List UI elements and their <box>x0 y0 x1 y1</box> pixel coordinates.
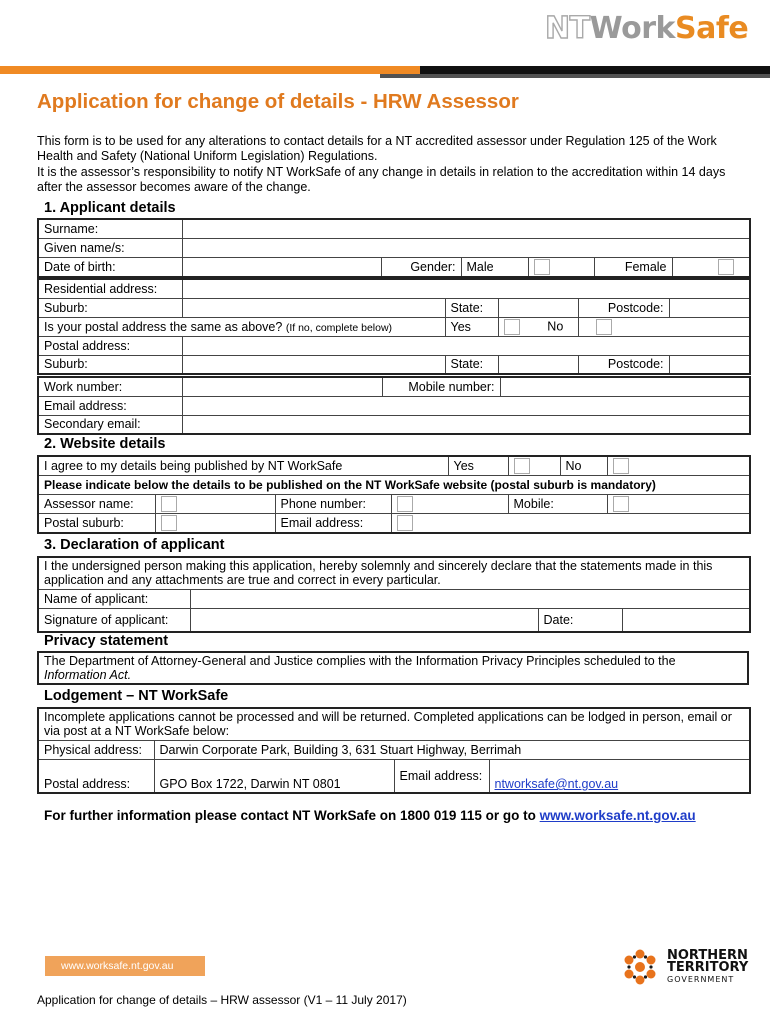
date-field[interactable] <box>622 608 750 632</box>
header-bar-shadow <box>0 74 770 78</box>
email-field[interactable] <box>182 396 750 415</box>
residential-address-field[interactable] <box>182 279 750 298</box>
postal-same-no-cell[interactable] <box>578 317 750 336</box>
declaration-text: I the undersigned person making this application, hereby solemnly and sincerely declare that the statements made in this application and any attachments are true and correct in every particular. <box>38 557 750 589</box>
applicant-name-label: Name of applicant: <box>38 589 190 608</box>
email-label: Email address: <box>38 396 182 415</box>
email-lodge-value <box>489 759 750 793</box>
signature-field[interactable] <box>190 608 538 632</box>
postal-postcode-label: Postcode: <box>578 355 669 374</box>
lodgement-text: Incomplete applications cannot be processed and will be returned. Completed applications can be lodged in person, email or via post at a NT WorkSafe below: <box>38 708 750 740</box>
contact-line: For further information please contact NT WorkSafe on 1800 019 115 or go to www.worksafe.nt.gov.au <box>44 808 696 823</box>
declaration-table <box>37 556 751 633</box>
given-names-label: Given name/s: <box>38 238 182 257</box>
postal-address-lodge-value: GPO Box 1722, Darwin NT 0801 <box>154 759 394 793</box>
assessor-name-label: Assessor name: <box>38 495 155 514</box>
document-footer: Application for change of details – HRW assessor (V1 – 11 July 2017) <box>37 993 407 1007</box>
postal-suburb-checkbox[interactable] <box>161 515 177 531</box>
website-mobile-checkbox[interactable] <box>613 496 629 512</box>
applicant-name-field[interactable] <box>190 589 750 608</box>
postcode-label: Postcode: <box>578 298 669 317</box>
page-title: Application for change of details - HRW Assessor <box>37 90 519 113</box>
header-bar <box>0 66 770 74</box>
publish-yes-checkbox[interactable] <box>514 458 530 474</box>
physical-address-label: Physical address: <box>38 740 154 759</box>
section-1-heading: 1. Applicant details <box>44 200 176 216</box>
phone-number-checkbox[interactable] <box>397 496 413 512</box>
phone-number-label: Phone number: <box>275 495 391 514</box>
suburb-label: Suburb: <box>38 298 182 317</box>
postal-same-yes-checkbox[interactable] <box>504 319 520 335</box>
lodgement-table <box>37 707 751 794</box>
state-label: State: <box>445 298 498 317</box>
worksafe-logo: NTWorkSafe <box>545 11 749 46</box>
section-2-heading: 2. Website details <box>44 436 166 452</box>
suburb-field[interactable] <box>182 298 445 317</box>
residential-address-label: Residential address: <box>38 279 182 298</box>
privacy-table <box>37 651 749 685</box>
intro-paragraph-2: It is the assessor’s responsibility to notify NT WorkSafe of any change in details in relation to the accreditation within 14 days after the assessor becomes aware of the change. <box>37 165 726 194</box>
work-number-field[interactable] <box>182 377 382 396</box>
intro-paragraph-1: This form is to be used for any alterations to contact details for a NT accredited assessor under Regulation 125 of the Work Health and Safety (National Uniform Legislation) Regulations. <box>37 134 717 163</box>
postal-suburb-publish-label: Postal suburb: <box>38 514 155 534</box>
postal-suburb-publish-cell[interactable] <box>155 514 275 534</box>
email-publish-label: Email address: <box>275 514 391 534</box>
phone-number-cell[interactable] <box>391 495 508 514</box>
applicant-details-table <box>37 218 751 278</box>
dob-field[interactable] <box>182 257 381 277</box>
website-details-table <box>37 455 751 534</box>
email-publish-cell[interactable] <box>391 514 750 534</box>
work-number-label: Work number: <box>38 377 182 396</box>
postal-state-field[interactable] <box>498 355 578 374</box>
physical-address-value: Darwin Corporate Park, Building 3, 631 Stuart Highway, Berrimah <box>154 740 750 759</box>
date-label: Date: <box>538 608 622 632</box>
publish-agree-label: I agree to my details being published by NT WorkSafe <box>38 456 448 476</box>
privacy-heading: Privacy statement <box>44 633 169 649</box>
secondary-email-label: Secondary email: <box>38 415 182 434</box>
postal-suburb-field[interactable] <box>182 355 445 374</box>
dob-label: Date of birth: <box>38 257 182 277</box>
male-checkbox[interactable] <box>534 259 550 275</box>
website-mobile-cell[interactable] <box>607 495 750 514</box>
nt-government-wordmark: NORTHERN TERRITORY GOVERNMENT <box>667 948 749 984</box>
assessor-name-checkbox[interactable] <box>161 496 177 512</box>
publish-instructions: Please indicate below the details to be published on the NT WorkSafe website (postal suburb is mandatory) <box>38 476 750 495</box>
lodgement-heading: Lodgement – NT WorkSafe <box>44 688 229 704</box>
assessor-name-cell[interactable] <box>155 495 275 514</box>
privacy-text: The Department of Attorney-General and Justice complies with the Information Privacy Principles scheduled to the Information Act. <box>38 652 748 684</box>
male-checkbox-cell[interactable] <box>528 257 594 277</box>
email-publish-checkbox[interactable] <box>397 515 413 531</box>
female-label: Female <box>594 257 672 277</box>
publish-no-cell[interactable] <box>607 456 750 476</box>
female-checkbox-cell[interactable] <box>672 257 750 277</box>
postal-same-yes-cell[interactable] <box>498 317 578 336</box>
email-lodge-label: Email address: <box>394 759 489 793</box>
postal-address-label: Postal address: <box>38 336 182 355</box>
secondary-email-field[interactable] <box>182 415 750 434</box>
footer-url-bar: www.worksafe.nt.gov.au <box>45 956 205 976</box>
nt-government-logo-icon <box>615 946 665 988</box>
postal-address-field[interactable] <box>182 336 750 355</box>
postal-suburb-label: Suburb: <box>38 355 182 374</box>
surname-field[interactable] <box>182 219 750 238</box>
given-names-field[interactable] <box>182 238 750 257</box>
postal-postcode-field[interactable] <box>669 355 750 374</box>
postal-same-no-label: No <box>547 318 564 333</box>
postcode-field[interactable] <box>669 298 750 317</box>
worksafe-website-link[interactable]: www.worksafe.nt.gov.au <box>539 808 696 823</box>
mobile-number-field[interactable] <box>500 377 750 396</box>
address-table <box>37 278 751 375</box>
postal-state-label: State: <box>445 355 498 374</box>
publish-yes-cell[interactable] <box>508 456 560 476</box>
postal-address-lodge-label: Postal address: <box>38 759 154 793</box>
worksafe-email-link[interactable]: ntworksafe@nt.gov.au <box>494 777 619 791</box>
female-checkbox[interactable] <box>718 259 734 275</box>
gender-label: Gender: <box>381 257 461 277</box>
signature-label: Signature of applicant: <box>38 608 190 632</box>
section-3-heading: 3. Declaration of applicant <box>44 537 225 553</box>
male-label: Male <box>461 257 528 277</box>
postal-same-question: Is your postal address the same as above? (If no, complete below) <box>38 317 445 336</box>
contact-table <box>37 376 751 435</box>
state-field[interactable] <box>498 298 578 317</box>
website-mobile-label: Mobile: <box>508 495 607 514</box>
publish-yes-label: Yes <box>448 456 508 476</box>
surname-label: Surname: <box>38 219 182 238</box>
publish-no-checkbox[interactable] <box>613 458 629 474</box>
mobile-number-label: Mobile number: <box>382 377 500 396</box>
publish-no-label: No <box>560 456 607 476</box>
postal-same-yes-label: Yes <box>445 317 498 336</box>
postal-same-no-checkbox[interactable] <box>596 319 612 335</box>
